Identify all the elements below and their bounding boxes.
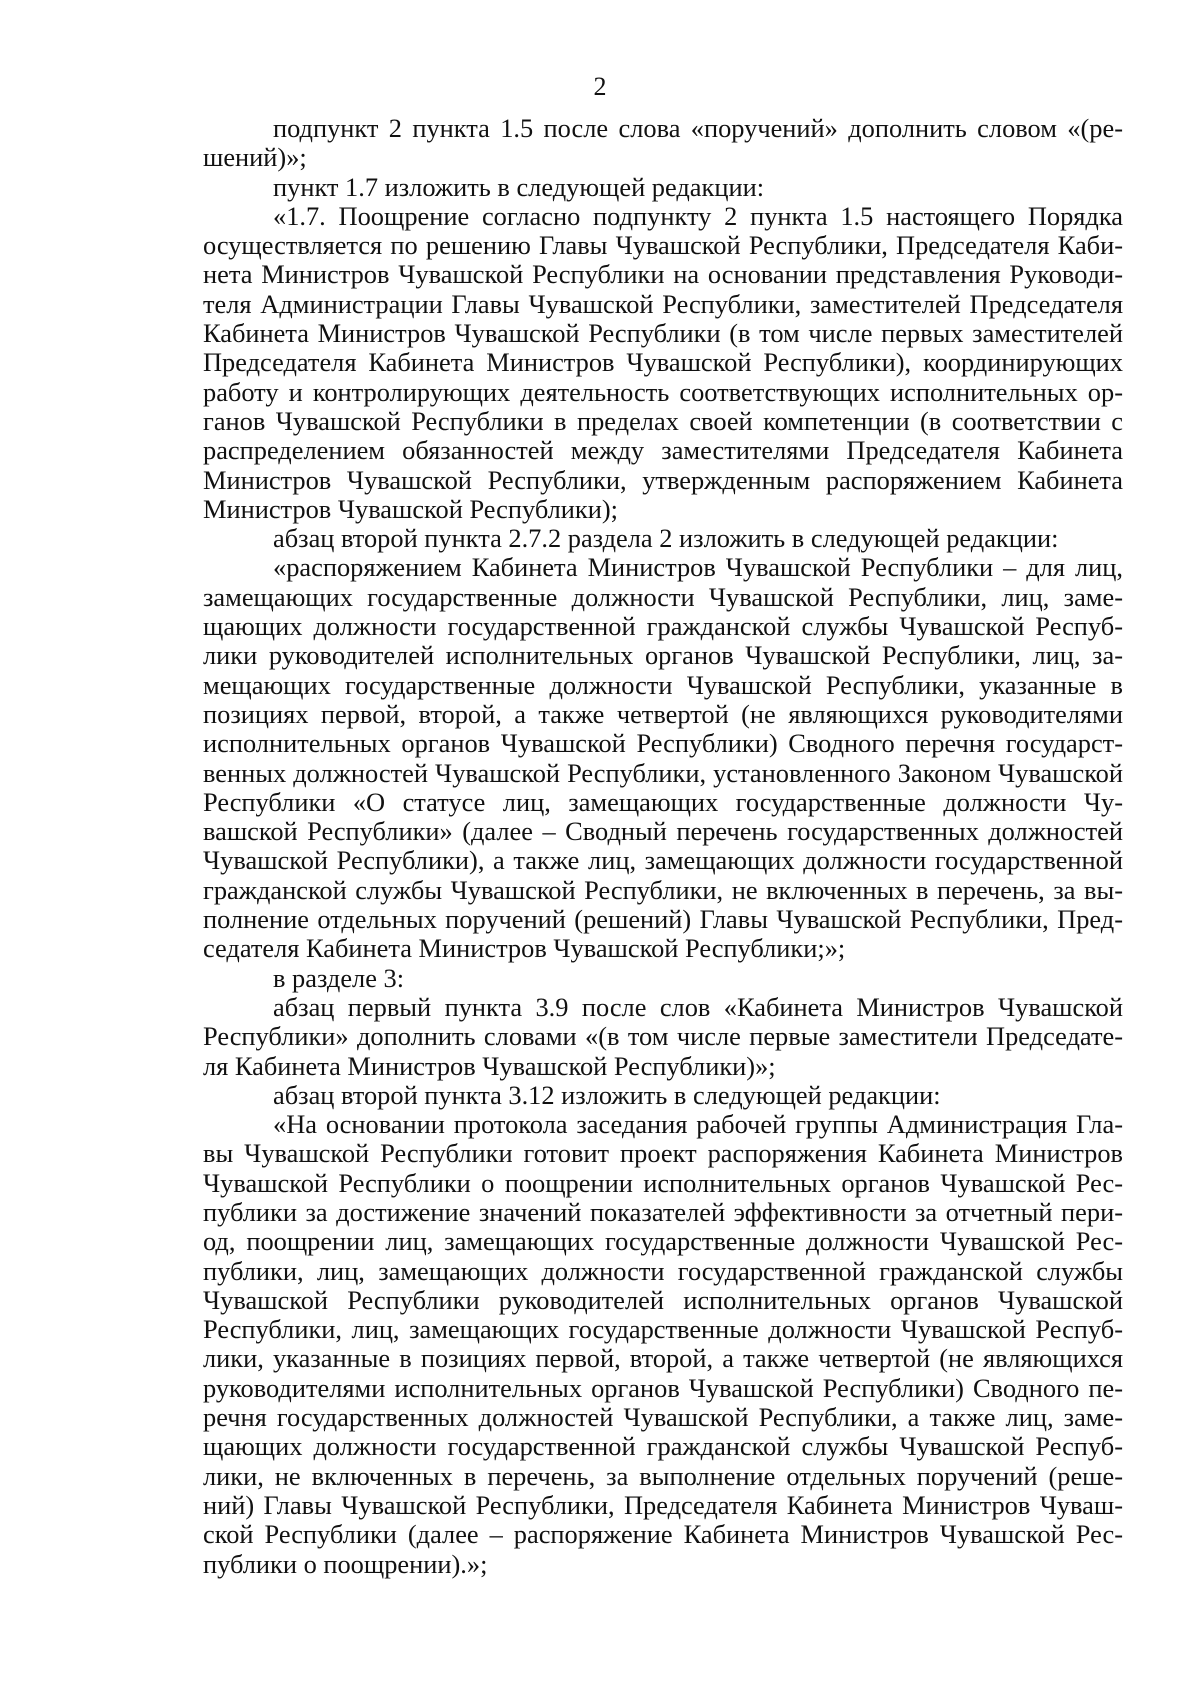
paragraph: абзац первый пункта 3.9 после слов «Кабинета Министров Чувашской Республики» дополнить словами «(в том числе первые заместители Председателя Кабинета Министров Чувашской Республики)»; — [203, 991, 1123, 1081]
paragraph: «На основании протокола заседания рабочей группы Администрация Главы Чувашской Республики готовит проект распоряжения Кабинета Министров Чувашской Республики о поощрении исполнительных органов Чувашской Республики за достижение значений показателей эффективности за отчетный период, поощрении лиц, замещающих государственные должности Чувашской Республики, лиц, замещающих должности государственной гражданской службы Чувашской Республики руководителей исполнительных органов Чувашской Республики, лиц, замещающих государственные должности Чувашской Республики, указанные в позициях первой, второй, а также четвертой (не являющихся руководителями исполнительных органов Чувашской Республики) Сводного перечня государственных должностей Чувашской Республики, а также лиц, замещающих должности государственной гражданской службы Чувашской Республики, не включенных в перечень, за выполнение отдельных поручений (решений) Главы Чувашской Республики, Председателя Кабинета Министров Чувашской Республики (далее – распоряжение Кабинета Министров Чувашской Республики о поощрении).»; — [203, 1109, 1123, 1579]
document-body — [203, 114, 1123, 1579]
page-number: 2 — [593, 72, 607, 101]
paragraph: подпункт 2 пункта 1.5 после слова «поручений» дополнить словом «(решений)»; — [203, 113, 1123, 173]
paragraph: абзац второй пункта 3.12 изложить в следующей редакции: — [273, 1079, 941, 1110]
paragraph: пункт 1.7 изложить в следующей редакции: — [273, 171, 765, 202]
paragraph: абзац второй пункта 2.7.2 раздела 2 изложить в следующей редакции: — [273, 523, 1059, 554]
paragraph: «распоряжением Кабинета Министров Чувашской Республики – для лиц, замещающих государственные должности Чувашской Республики, лиц, замещающих должности государственной гражданской службы Чувашской Республики руководителей исполнительных органов Чувашской Республики, лиц, замещающих государственные должности Чувашской Республики, указанные в позициях первой, второй, а также четвертой (не являющихся руководителями исполнительных органов Чувашской Республики) Сводного перечня государственных должностей Чувашской Республики, установленного Законом Чувашской Республики «О статусе лиц, замещающих государственные должности Чувашской Республики» (далее – Сводный перечень государственных должностей Чувашской Республики), а также лиц, замещающих должности государственной гражданской службы Чувашской Республики, не включенных в перечень, за выполнение отдельных поручений (решений) Главы Чувашской Республики, Председателя Кабинета Министров Чувашской Республики;»; — [203, 552, 1123, 964]
paragraph: «1.7. Поощрение согласно подпункту 2 пункта 1.5 настоящего Порядка осуществляется по решению Главы Чувашской Республики, Председателя Кабинета Министров Чувашской Республики на основании представления Руководителя Администрации Главы Чувашской Республики, заместителей Председателя Кабинета Министров Чувашской Республики (в том числе первых заместителей Председателя Кабинета Министров Чувашской Республики), координирующих работу и контролирующих деятельность соответствующих исполнительных органов Чувашской Республики в пределах своей компетенции (в соответствии с распределением обязанностей между заместителями Председателя Кабинета Министров Чувашской Республики, утвержденным распоряжением Кабинета Министров Чувашской Республики); — [203, 200, 1123, 524]
paragraph: в разделе 3: — [273, 962, 405, 993]
